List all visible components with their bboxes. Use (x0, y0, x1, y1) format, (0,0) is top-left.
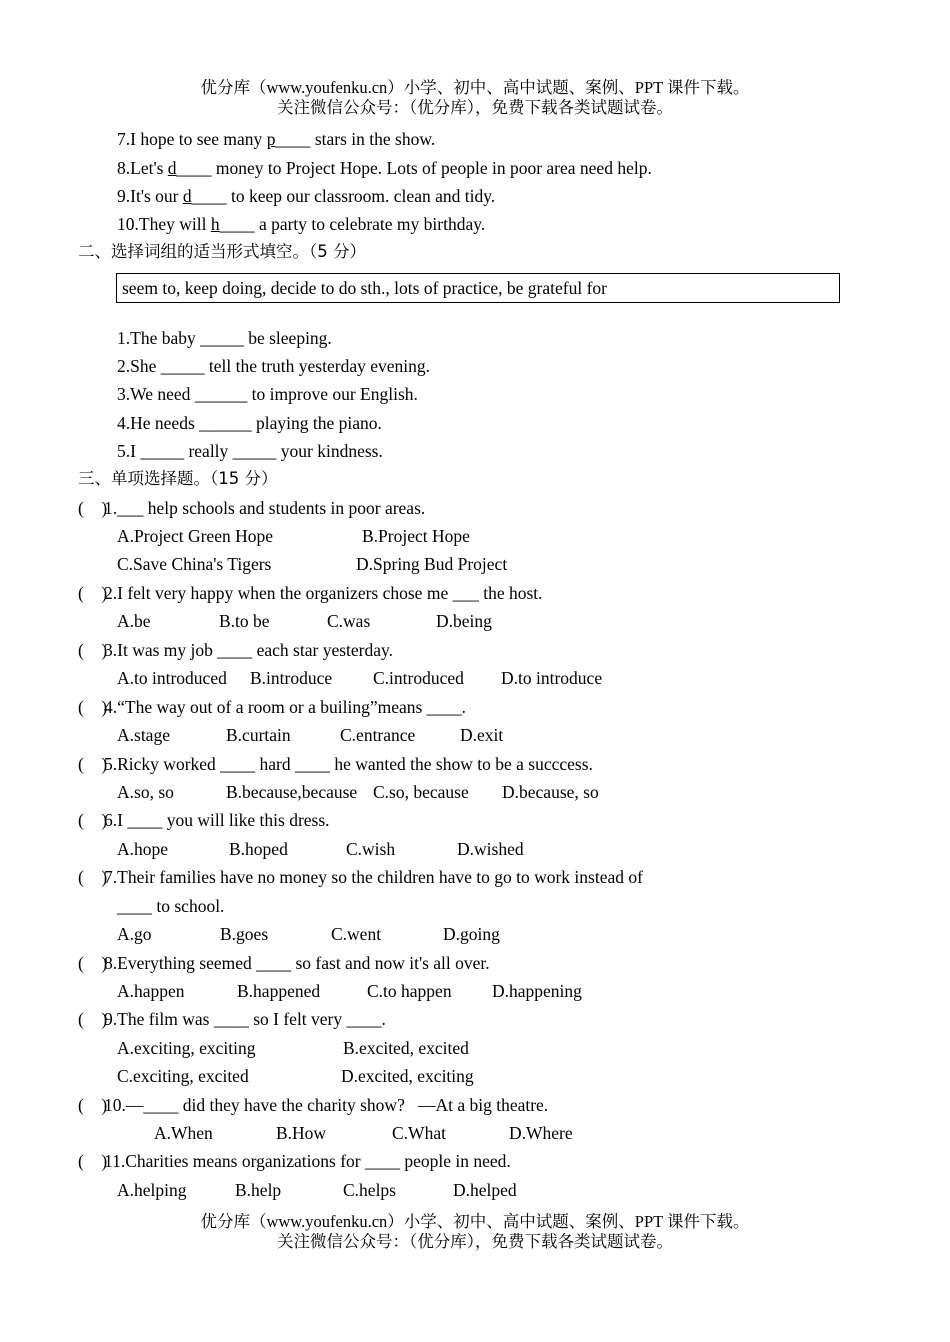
option: D.happening (492, 981, 582, 1001)
answer-paren: ( ) (78, 867, 108, 887)
word-box-text: seem to, keep doing, decide to do sth., lots of practice, be grateful for (122, 278, 607, 298)
option: A.stage (117, 725, 170, 745)
option: D.exit (460, 725, 504, 745)
fill-item-7: 7.I hope to see many p____ stars in the show. (117, 129, 436, 149)
option: D.being (436, 611, 492, 631)
option: C.entrance (340, 725, 416, 745)
option: D.Spring Bud Project (356, 554, 508, 574)
header-line-2: 关注微信公众号：（优分库），免费下载各类试题试卷。 (277, 98, 673, 117)
answer-paren: ( ) (78, 640, 108, 660)
option: A.When (154, 1123, 213, 1143)
option: A.happen (117, 981, 185, 1001)
option: A.be (117, 611, 151, 631)
option: D.excited, exciting (341, 1066, 474, 1086)
question-8: ( )8.Everything seemed ____ so fast and now it's all over. (78, 953, 490, 973)
option: B.introduce (250, 668, 333, 688)
header-line-1: 优分库（www.youfenku.cn）小学、初中、高中试题、案例、PPT 课件下载。 (200, 78, 750, 97)
option: A.exciting, exciting (117, 1038, 256, 1058)
option: A.helping (117, 1180, 187, 1200)
option: B.help (235, 1180, 282, 1200)
option: C.introduced (373, 668, 464, 688)
phrase-item-5: 5.I _____ really _____ your kindness. (117, 441, 383, 461)
option: D.Where (509, 1123, 573, 1143)
option: A.Project Green Hope (117, 526, 273, 546)
option: B.curtain (226, 725, 291, 745)
question-6: ( )6.I ____ you will like this dress. (78, 810, 330, 830)
phrase-item-2: 2.She _____ tell the truth yesterday evening. (117, 356, 430, 376)
option: B.to be (219, 611, 270, 631)
option: C.What (392, 1123, 446, 1143)
phrase-item-4: 4.He needs ______ playing the piano. (117, 413, 382, 433)
fill-item-9: 9.It's our d____ to keep our classroom. clean and tidy. (117, 186, 496, 206)
option: B.goes (220, 924, 269, 944)
option: A.so, so (117, 782, 174, 802)
question-4: ( )4.“The way out of a room or a builing”means ____. (78, 697, 467, 717)
option: C.wish (346, 839, 396, 859)
answer-paren: ( ) (78, 583, 108, 603)
option: B.hoped (229, 839, 288, 859)
option: D.helped (453, 1180, 517, 1200)
option: D.wished (457, 839, 524, 859)
option: B.happened (237, 981, 321, 1001)
fill-item-10: 10.They will h____ a party to celebrate my birthday. (117, 214, 486, 234)
answer-paren: ( ) (78, 754, 108, 774)
phrase-item-3: 3.We need ______ to improve our English. (117, 384, 418, 404)
phrase-item-1: 1.The baby _____ be sleeping. (117, 328, 332, 348)
answer-paren: ( ) (78, 810, 108, 830)
footer-line-2: 关注微信公众号：（优分库），免费下载各类试题试卷。 (277, 1232, 673, 1251)
question-7-continued: ____ to school. (117, 896, 225, 916)
option: C.exciting, excited (117, 1066, 249, 1086)
section-3-title: 三、单项选择题。（15 分） (78, 469, 278, 488)
option: A.hope (117, 839, 169, 859)
question-1: ( )1.___ help schools and students in poor areas. (78, 498, 426, 518)
question-2: ( )2.I felt very happy when the organizers chose me ___ the host. (78, 583, 543, 603)
question-11: ( )11.Charities means organizations for ____ people in need. (78, 1151, 511, 1171)
option: D.because, so (502, 782, 599, 802)
option: D.to introduce (501, 668, 603, 688)
option: D.going (443, 924, 500, 944)
word-box (116, 273, 840, 303)
answer-paren: ( ) (78, 953, 108, 973)
option: C.to happen (367, 981, 452, 1001)
question-5: ( )5.Ricky worked ____ hard ____ he wanted the show to be a succcess. (78, 754, 593, 774)
answer-paren: ( ) (78, 1009, 108, 1029)
section-2-title: 二、选择词组的适当形式填空。（5 分） (78, 242, 366, 261)
option: A.to introduced (117, 668, 227, 688)
option: C.so, because (373, 782, 469, 802)
answer-paren: ( ) (78, 498, 108, 518)
option: C.was (327, 611, 371, 631)
question-3: ( )3.It was my job ____ each star yesterday. (78, 640, 393, 660)
option: C.went (331, 924, 382, 944)
question-9: ( )9.The film was ____ so I felt very ____. (78, 1009, 386, 1029)
option: B.Project Hope (362, 526, 470, 546)
question-7: ( )7.Their families have no money so the children have to go to work instead of (78, 867, 643, 887)
option: B.excited, excited (343, 1038, 469, 1058)
option: B.because,because (226, 782, 358, 802)
answer-paren: ( ) (78, 1095, 108, 1115)
question-10: ( )10.—____ did they have the charity show? —At a big theatre. (78, 1095, 549, 1115)
answer-paren: ( ) (78, 1151, 108, 1171)
fill-item-8: 8.Let's d____ money to Project Hope. Lots of people in poor area need help. (117, 158, 652, 178)
option: A.go (117, 924, 152, 944)
option: C.helps (343, 1180, 396, 1200)
option: C.Save China's Tigers (117, 554, 272, 574)
option: B.How (276, 1123, 327, 1143)
footer-line-1: 优分库（www.youfenku.cn）小学、初中、高中试题、案例、PPT 课件下载。 (200, 1212, 750, 1231)
answer-paren: ( ) (78, 697, 108, 717)
